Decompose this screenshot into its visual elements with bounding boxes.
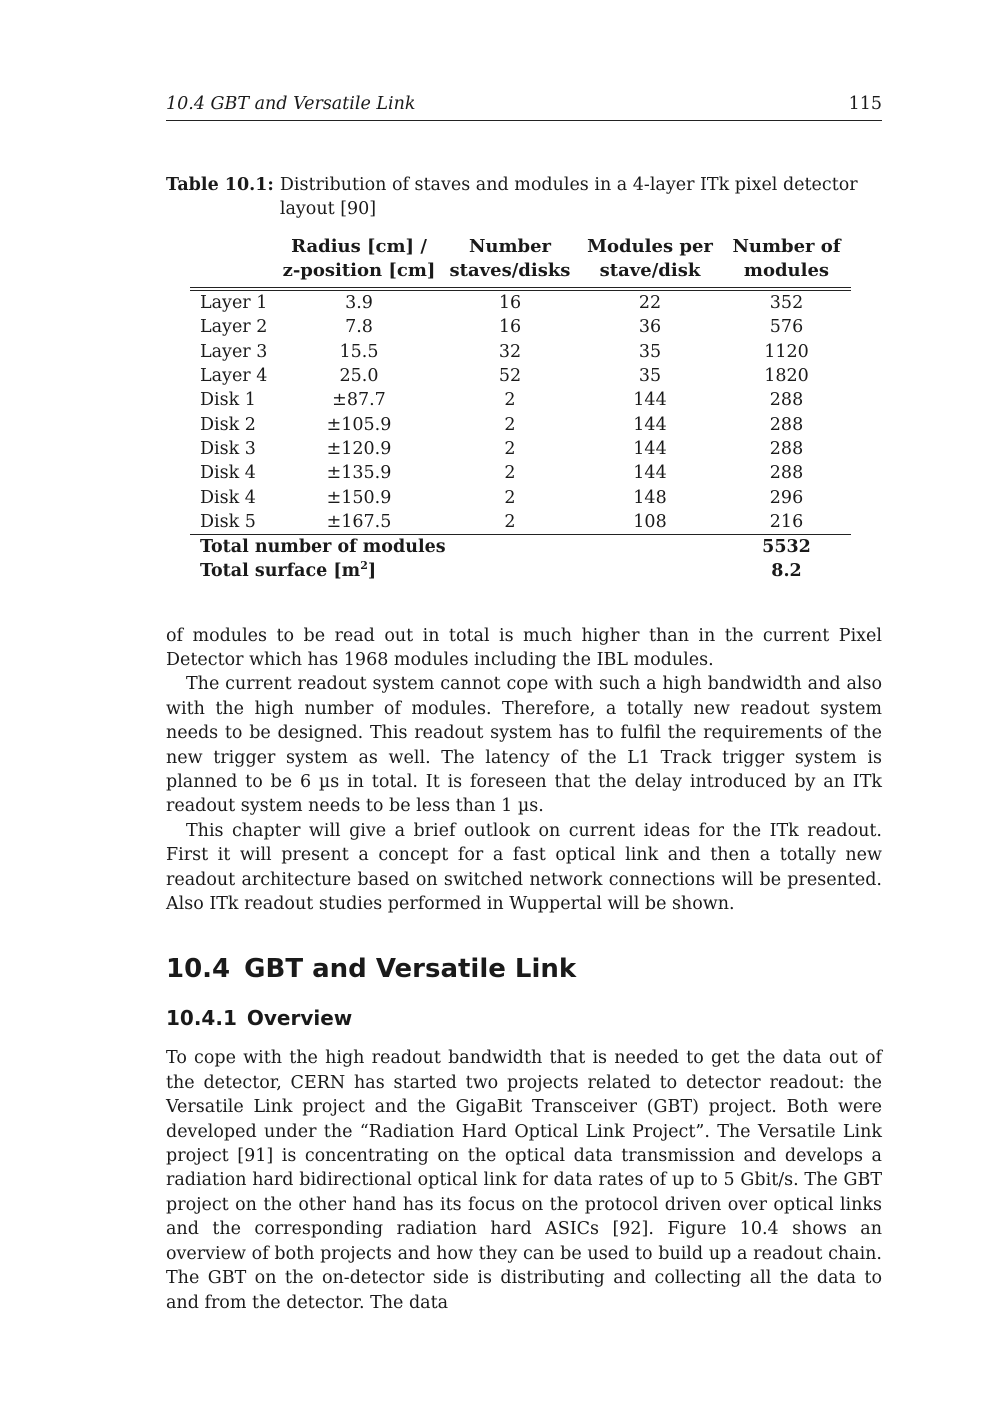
total-surface-row — [190, 559, 851, 583]
module-distribution-table — [190, 235, 851, 584]
page — [166, 94, 882, 1315]
table-row — [190, 437, 851, 461]
running-title: 10.4 GBT and Versatile Link — [166, 94, 416, 114]
table-cell: 35 — [638, 366, 662, 387]
total-surface-label: Total surface $[m^2]$ — [200, 559, 377, 582]
table-cell: 144 — [633, 390, 667, 411]
table-cell: ±120.9 — [326, 438, 392, 459]
table-row — [190, 461, 851, 485]
total-modules-row — [190, 534, 851, 559]
table-row — [190, 510, 851, 535]
column-header: Modules per stave/disk — [587, 236, 713, 281]
table-cell: 2 — [504, 511, 516, 532]
table-cell: 16 — [498, 317, 522, 338]
table-cell: 576 — [769, 317, 804, 338]
section-heading — [166, 954, 882, 984]
overview-text — [166, 1046, 882, 1314]
table-row — [190, 340, 851, 364]
table-cell: 148 — [633, 487, 667, 508]
table-cell: 52 — [498, 366, 522, 387]
table-header-row — [190, 235, 851, 289]
table-caption — [166, 173, 882, 221]
column-header: Number staves/disks — [449, 236, 571, 281]
table-cell: 15.5 — [339, 341, 379, 362]
table-cell: Disk 4 — [200, 463, 256, 484]
paragraph: of modules to be read out in total is much higher than in the current Pixel Detector which has 1968 modules including the IBL modules. — [166, 625, 882, 670]
table-cell: Disk 1 — [200, 390, 256, 411]
subsection-number: 10.4.1 — [166, 1006, 237, 1031]
table-cell: Disk 5 — [200, 511, 256, 532]
column-header: Radius [cm] / z-position [cm] — [282, 236, 436, 281]
table-cell: Layer 3 — [200, 341, 268, 362]
table-cell: 7.8 — [345, 317, 373, 338]
table-cell: 144 — [633, 438, 667, 459]
paragraph: The current readout system cannot cope with such a high bandwidth and also with the high number of modules. Therefore, a totally new readout system needs to be designed. This readout system has to fulfil the requirements of the new trigger system as well. The latency of the L1 Track trigger system is planned to be 6 µs in total. It is foreseen that the delay introduced by an ITk readout system needs to be less than 1 µs. — [166, 674, 882, 817]
table-cell: 216 — [769, 511, 804, 532]
table-cell: Layer 2 — [200, 317, 268, 338]
table-cell: 144 — [633, 414, 667, 435]
table-caption-label: Table 10.1: — [166, 175, 274, 195]
table-row — [190, 315, 851, 339]
section-title: GBT and Versatile Link — [244, 954, 577, 985]
total-modules-label: Total number of modules — [190, 534, 722, 559]
table-row — [190, 412, 851, 436]
table-cell: Disk 3 — [200, 438, 256, 459]
table-row — [190, 289, 851, 315]
table-cell: 296 — [769, 487, 804, 508]
body-text — [166, 624, 882, 917]
table-cell: Layer 4 — [200, 366, 268, 387]
table-cell: 288 — [769, 414, 804, 435]
table-row — [190, 388, 851, 412]
table-cell: 2 — [504, 487, 516, 508]
table-row — [190, 485, 851, 509]
table-cell: Disk 2 — [200, 414, 256, 435]
table-cell: 16 — [498, 293, 522, 314]
table-cell: 288 — [769, 390, 804, 411]
total-modules-value: 5532 — [722, 534, 851, 559]
column-header — [190, 235, 276, 289]
column-header: Number of modules — [732, 236, 841, 281]
paragraph: This chapter will give a brief outlook on current ideas for the ITk readout. First it will present a concept for a fast optical link and then a totally new readout architecture based on switched network connections will be presented. Also ITk readout studies performed in Wuppertal will be shown. — [166, 820, 882, 915]
table-cell: 288 — [769, 463, 804, 484]
table-caption-text: Distribution of staves and modules in a 4-layer ITk pixel detector layout [90] — [279, 175, 858, 219]
subsection-title: Overview — [246, 1006, 353, 1031]
section-number: 10.4 — [166, 954, 231, 985]
subsection-heading — [166, 1006, 882, 1030]
paragraph: To cope with the high readout bandwidth that is needed to get the data out of the detector, CERN has started two projects related to detector readout: the Versatile Link project and the GigaBit Transceiver (GBT) project. Both were developed under the “Radiation Hard Optical Link Project”. The Versatile Link project [91] is concentrating on the optical data transmission and develops a radiation hard bidirectional optical link for data rates of up to 5 Gbit/s. The GBT project on the other hand has its focus on the protocol driven over optical links and the corresponding radiation hard ASICs [92]. Figure 10.4 shows an overview of both projects and how they can be used to build up a readout chain. The GBT on the on-detector side is distributing and collecting all the data to and from the detector. The data — [166, 1048, 882, 1313]
table-cell: 352 — [769, 293, 804, 314]
table-cell: ±167.5 — [326, 511, 392, 532]
page-number: 115 — [848, 94, 882, 114]
table-cell: 144 — [633, 463, 667, 484]
table-cell: 2 — [504, 463, 516, 484]
table-cell: 3.9 — [345, 293, 373, 314]
table-cell: 1120 — [764, 341, 809, 362]
table-cell: 2 — [504, 414, 516, 435]
table-cell: 22 — [638, 293, 662, 314]
running-header — [166, 94, 882, 121]
table-cell: Layer 1 — [200, 293, 268, 314]
table-cell: 36 — [638, 317, 662, 338]
table-cell: 2 — [504, 390, 516, 411]
table-cell: 35 — [638, 341, 662, 362]
table-body — [190, 289, 851, 584]
table-row — [190, 364, 851, 388]
table-cell: 25.0 — [339, 366, 379, 387]
table-cell: ±87.7 — [332, 390, 386, 411]
table-cell: ±105.9 — [326, 414, 392, 435]
table-cell: 1820 — [764, 366, 809, 387]
table-cell: Disk 4 — [200, 487, 256, 508]
table-cell: 288 — [769, 438, 804, 459]
total-surface-value: 8.2 — [771, 561, 802, 582]
table-cell: ±135.9 — [326, 463, 392, 484]
table-cell: 2 — [504, 438, 516, 459]
table-cell: 108 — [633, 511, 667, 532]
table-cell: 32 — [498, 341, 522, 362]
table-cell: ±150.9 — [326, 487, 392, 508]
